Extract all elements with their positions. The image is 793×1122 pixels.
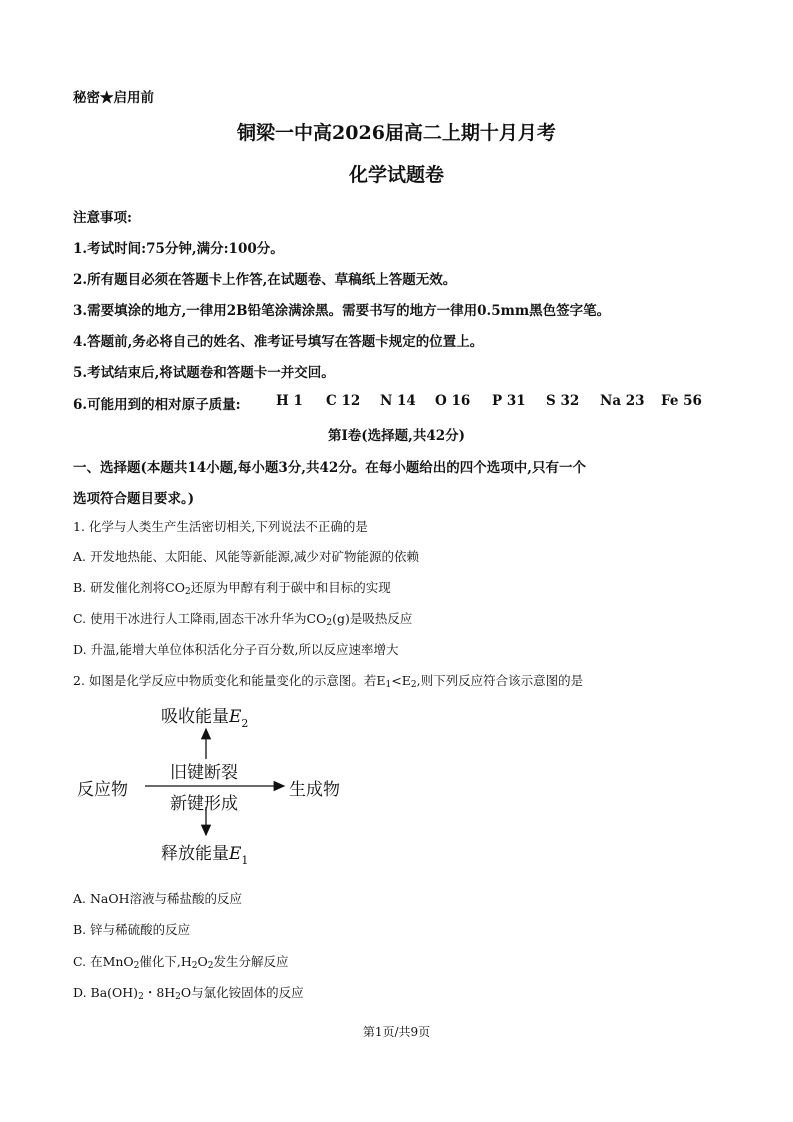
energy-change-diagram <box>60 695 390 870</box>
bond-breaking-label: 旧键断裂 <box>170 763 238 783</box>
atomic-mass-o: O 16 <box>435 393 471 409</box>
q2-option-c: C. 在MnO$_2$催化下$,H_2O_2$发生分解反应 <box>73 954 289 971</box>
section-intro-cont: 选项符合题目要求。) <box>73 491 195 507</box>
absorb-energy-label: 吸收能量$E_2$ <box>161 707 249 730</box>
atomic-mass-na: Na 23 <box>600 393 645 409</box>
note-item: 1.考试时间:75分钟,满分:100分。 <box>73 241 284 257</box>
q1-option-d: D. 升温,能增大单位体积活化分子百分数,所以反应速率增大 <box>73 642 399 657</box>
q2-option-b: B. 锌与稀硫酸的反应 <box>73 922 191 937</box>
note-item: 5.考试结束后,将试题卷和答题卡一并交回。 <box>73 365 335 381</box>
atomic-mass-fe: Fe 56 <box>661 393 702 409</box>
atomic-mass-label: 6.可能用到的相对原子质量: <box>73 397 241 413</box>
notes-heading: 注意事项: <box>73 210 132 226</box>
q2-option-d: D. $Ba(OH)_2$・$8H_2O$与氯化铵固体的反应 <box>73 985 304 1002</box>
q2-stem: 2. 如图是化学反应中物质变化和能量变化的示意图。若$E_1<E_2$,则下列反应符合该示意图的是 <box>73 673 584 690</box>
product-label: 生成物 <box>289 780 340 800</box>
exam-title: 铜梁一中高2026届高二上期十月月考 <box>237 122 556 144</box>
atomic-mass-c: C 12 <box>326 393 361 409</box>
q2-option-a: A. NaOH溶液与稀盐酸的反应 <box>73 891 243 906</box>
atomic-mass-n: N 14 <box>380 393 416 409</box>
exam-subtitle: 化学试题卷 <box>348 164 444 186</box>
atomic-mass-s: S 32 <box>546 393 580 409</box>
atomic-mass-p: P 31 <box>492 393 526 409</box>
q1-option-b: B. 研发催化剂将$CO_2$还原为甲醇有利于碳中和目标的实现 <box>73 580 391 597</box>
q1-option-a: A. 开发地热能、太阳能、风能等新能源,减少对矿物能源的依赖 <box>73 549 419 564</box>
note-item: 3.需要填涂的地方,一律用2B铅笔涂满涂黑。需要书写的地方一律用0.5mm黑色签字笔。 <box>73 303 611 319</box>
q1-option-c: C. 使用干冰进行人工降雨,固态干冰升华为$CO_2(g)$是吸热反应 <box>73 611 413 628</box>
confidential-label: 秘密★启用前 <box>73 90 154 106</box>
bond-forming-label: 新键形成 <box>170 794 238 814</box>
q1-stem: 1. 化学与人类生产生活密切相关,下列说法不正确的是 <box>73 519 368 534</box>
section-title: 第I卷(选择题,共42分) <box>327 428 466 444</box>
reactant-label: 反应物 <box>77 780 128 800</box>
section-intro: 一、选择题(本题共14小题,每小题3分,共42分。在每小题给出的四个选项中,只有一个 <box>73 460 586 476</box>
release-energy-label: 释放能量$E_1$ <box>161 844 249 867</box>
atomic-mass-h: H 1 <box>276 393 303 409</box>
note-item: 4.答题前,务必将自己的姓名、准考证号填写在答题卡规定的位置上。 <box>73 334 484 350</box>
note-item: 2.所有题目必须在答题卡上作答,在试题卷、草稿纸上答题无效。 <box>73 272 457 288</box>
page-number: 第1页/共9页 <box>362 1025 431 1039</box>
